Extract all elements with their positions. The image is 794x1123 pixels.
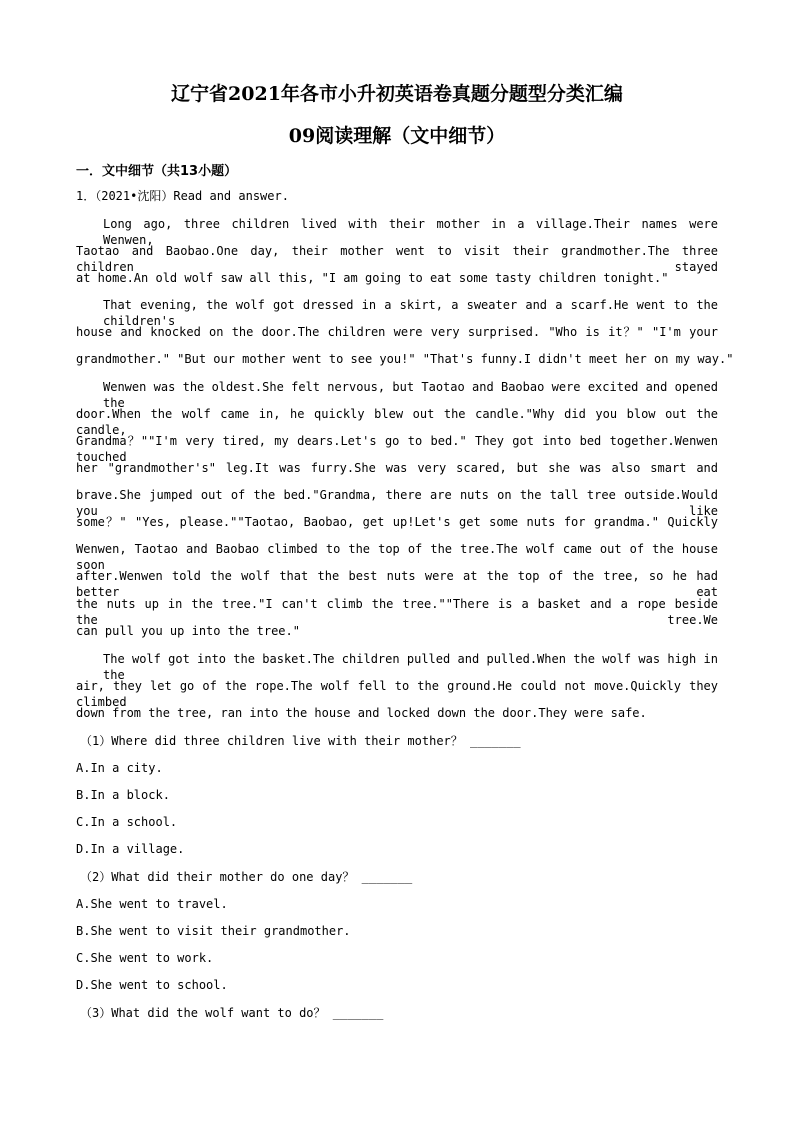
passage-line: after.Wenwen told the wolf that the best nuts were at the top of the tree, so he had better eat [76,569,718,599]
question-prompt: （1）Where did three children live with their mother？ _______ [80,734,521,748]
answer-option: C.She went to work. [76,951,214,965]
passage-line: grandmother." "But our mother went to see you!" "That's funny.I didn't meet her on my way." [76,352,734,366]
passage-line: brave.She jumped out of the bed."Grandma, there are nuts on the tall tree outside.Would you like [76,488,718,518]
question-prompt: （3）What did the wolf want to do？ _______ [80,1006,384,1020]
passage-line: The wolf got into the basket.The children pulled and pulled.When the wolf was high in the [103,652,718,682]
question-prompt: （2）What did their mother do one day？ _______ [80,870,413,884]
section-heading: 一．文中细节（共13小题） [76,164,238,179]
passage-line: Taotao and Baobao.One day, their mother went to visit their grandmother.The three children stayed [76,244,718,274]
passage-line: Wenwen was the oldest.She felt nervous, but Taotao and Baobao were excited and opened the [103,380,718,410]
document-title: 辽宁省2021年各市小升初英语卷真题分题型分类汇编 [171,83,623,105]
passage-line: can pull you up into the tree." [76,624,300,638]
passage-line: That evening, the wolf got dressed in a skirt, a sweater and a scarf.He went to the children's [103,298,718,328]
answer-option: A.She went to travel. [76,897,228,911]
answer-option: B.She went to visit their grandmother. [76,924,351,938]
answer-option: D.In a village. [76,842,185,856]
question-header: 1．（2021•沈阳）Read and answer. [76,189,289,203]
passage-line: door.When the wolf came in, he quickly blew out the candle."Why did you blow out the candle, [76,407,718,437]
passage-line: air, they let go of the rope.The wolf fell to the ground.He could not move.Quickly they climbed [76,679,718,709]
passage-line: house and knocked on the door.The children were very surprised. "Who is it？" "I'm your [76,325,718,339]
passage-line: Grandma？""I'm very tired, my dears.Let's go to bed." They got into bed together.Wenwen touched [76,434,718,464]
answer-option: A.In a city. [76,761,163,775]
passage-line: at home.An old wolf saw all this, "I am going to eat some tasty children tonight." [76,271,669,285]
answer-option: D.She went to school. [76,978,228,992]
document-subtitle: 09阅读理解（文中细节） [288,125,506,147]
passage-line: down from the tree, ran into the house and locked down the door.They were safe. [76,706,647,720]
answer-option: B.In a block. [76,788,170,802]
passage-line: Long ago, three children lived with their mother in a village.Their names were Wenwen, [103,217,718,247]
passage-line: the nuts up in the tree."I can't climb the tree.""There is a basket and a rope beside the tree.We [76,597,718,627]
passage-line: Wenwen, Taotao and Baobao climbed to the top of the tree.The wolf came out of the house soon [76,542,718,572]
passage-line: her "grandmother's" leg.It was furry.She was very scared, but she was also smart and [76,461,718,475]
answer-option: C.In a school. [76,815,178,829]
passage-line: some？" "Yes, please.""Taotao, Baobao, get up!Let's get some nuts for grandma." Quickly [76,515,718,529]
